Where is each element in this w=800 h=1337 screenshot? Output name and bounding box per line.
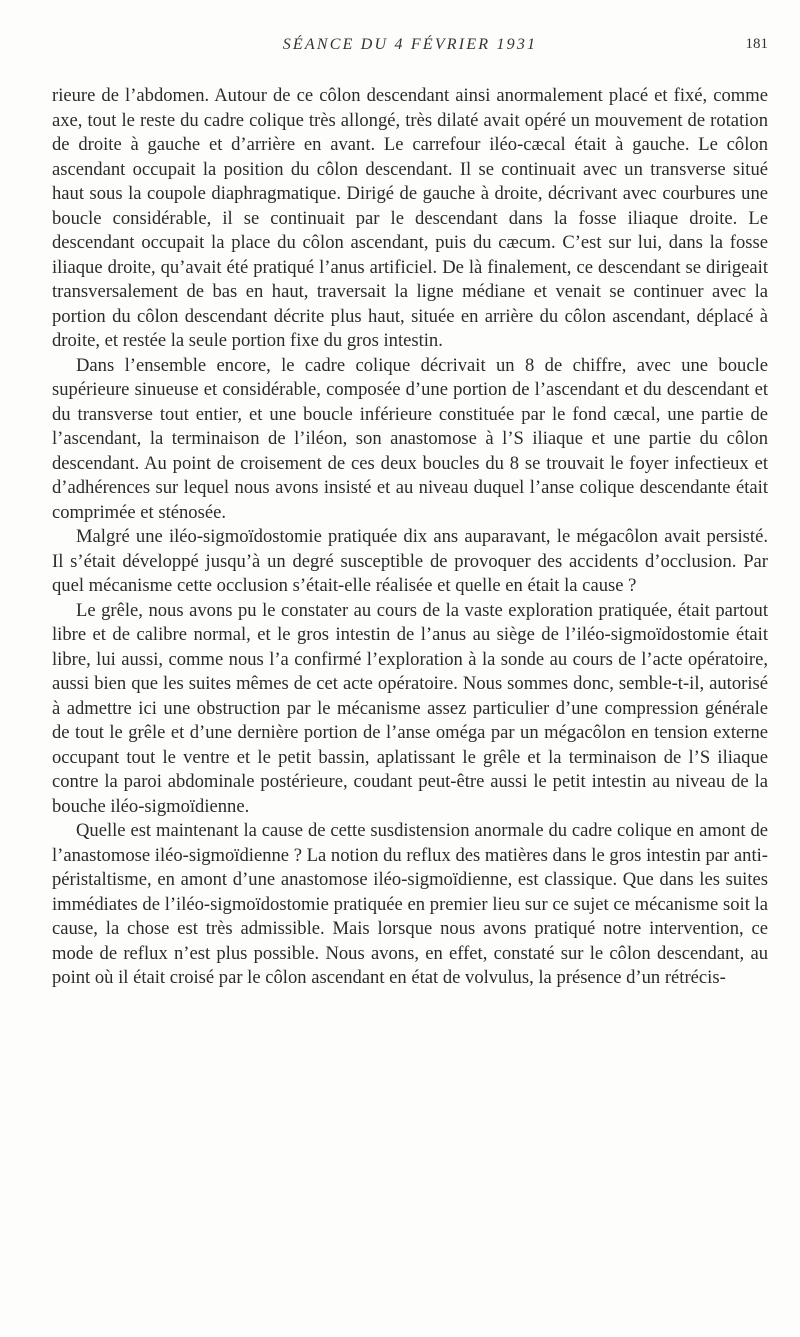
paragraph-figure-eight: Dans l’ensemble encore, le cadre colique décrivait un 8 de chiffre, avec une boucle supérieure sinueuse et considérable, composée d’une portion de l’ascendant et du descendant et du transverse tout entier, et une boucle inférieure constituée par le fond cæcal, une partie de l’ascendant, la terminaison de l’iléon, son anastomose à l’S iliaque et une partie du côlon descendant. Au point de croisement de ces deux boucles du 8 se trouvait le foyer infectieux et d’adhérences sur lequel nous avons insisté et au niveau duquel l’anse colique descendante était comprimée et sténosée. <box>52 354 768 523</box>
page-number: 181 <box>745 36 768 52</box>
paragraph-grele: Le grêle, nous avons pu le constater au cours de la vaste exploration pratiquée, était partout libre et de calibre normal, et le gros intestin de l’anus au siège de l’iléo-sigmoïdostomie était libre, lui aussi, comme nous l’a confirmé l’exploration à la sonde au cours de l’acte opératoire, aussi bien que les suites mêmes de cet acte opératoire. Nous sommes donc, semble-t-il, autorisé à admettre ici une obstruction par le mécanisme assez particulier d’une compression générale de tout le grêle et d’une dernière portion de l’anse oméga par un mégacôlon en tension externe occupant tout le ventre et le petit bassin, aplatissant le grêle et la terminaison de l’S iliaque contre la paroi abdominale postérieure, coudant peut-être aussi le petit intestin au niveau de la bouche iléo-sigmoïdienne. <box>52 599 768 817</box>
paragraph-megacolon: Malgré une iléo-sigmoïdostomie pratiquée dix ans auparavant, le mégacôlon avait persisté. Il s’était développé jusqu’à un degré susceptible de provoquer des accidents d’occlusion. Par quel mécanisme cette occlusion s’était-elle réalisée et quelle en était la cause ? <box>52 526 768 596</box>
body-text <box>52 84 768 991</box>
running-title: SÉANCE DU 4 FÉVRIER 1931 <box>282 36 538 53</box>
paragraph-cause: Quelle est maintenant la cause de cette susdistension anormale du cadre colique en amont de l’anastomose iléo-sigmoïdienne ? La notion du reflux des matières dans le gros intestin par anti-péristaltisme, en amont d’une anastomose iléo-sigmoïdienne, est classique. Que dans les suites immédiates de l’iléo-sigmoïdostomie pratiquée en premier lieu sur ce sujet ce mécanisme soit la cause, la chose est très admissible. Mais lorsque nous avons pratiqué notre intervention, ce mode de reflux n’est plus possible. Nous avons, en effet, constaté sur le côlon descendant, au point où il était croisé par le côlon ascendant en état de volvulus, la présence d’un rétrécis- <box>52 820 768 988</box>
paragraph-continuation: rieure de l’abdomen. Autour de ce côlon descendant ainsi anormalement placé et fixé, comme axe, tout le reste du cadre colique très allongé, très dilaté avait opéré un mouvement de rotation de droite à gauche et d’arrière en avant. Le carrefour iléo-cæcal était à gauche. Le côlon ascendant occupait la position du côlon descendant. Il se continuait avec un transverse situé haut sous la coupole diaphragmatique. Dirigé de gauche à droite, décrivant avec courbures une boucle considérable, il se continuait par le descendant dans la fosse iliaque droite. Le descendant occupait la place du côlon ascendant, puis du cæcum. C’est sur lui, dans la fosse iliaque droite, qu’avait été pratiqué l’anus artificiel. De là finalement, ce descendant se dirigeait transversalement de bas en haut, traversait la ligne médiane et venait se continuer avec la portion du côlon descendant décrite plus haut, située en arrière du côlon ascendant, déplacé à droite, et restée la seule portion fixe du gros intestin. <box>52 85 768 351</box>
running-header <box>52 36 768 60</box>
